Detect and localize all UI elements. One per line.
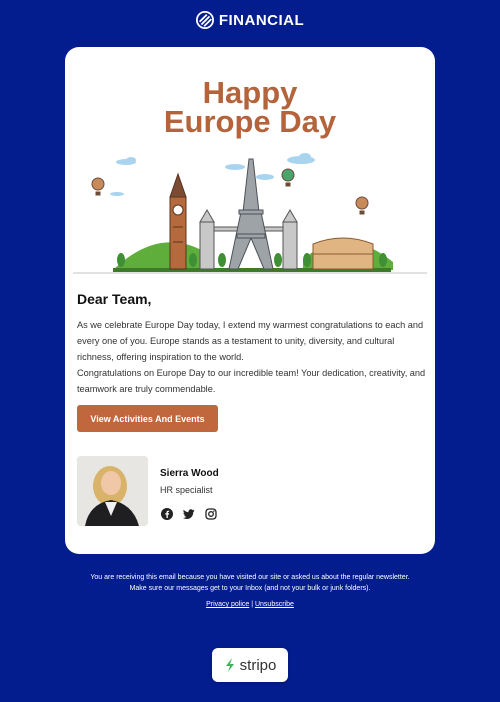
europe-landmarks-illustration bbox=[73, 152, 427, 276]
footer-notice bbox=[0, 572, 500, 594]
privacy-link[interactable]: Privacy police bbox=[206, 601, 250, 608]
footer-line-1: You are receiving this email because you have visited our site or asked us about the regular newsletter. bbox=[90, 574, 410, 581]
twitter-icon[interactable] bbox=[183, 508, 195, 520]
stripo-logo-icon bbox=[224, 657, 236, 673]
stripo-label: stripo bbox=[239, 656, 277, 674]
unsubscribe-link[interactable]: Unsubscribe bbox=[254, 601, 294, 608]
hot-air-balloon-icon bbox=[92, 169, 368, 214]
view-activities-button[interactable]: View Activities And Events bbox=[77, 405, 218, 432]
facebook-icon[interactable] bbox=[161, 508, 173, 520]
hero-title-line2: Europe Day bbox=[163, 104, 337, 139]
hero-title-line1: Happy bbox=[202, 75, 298, 110]
email-card bbox=[65, 47, 435, 554]
body-paragraph-1: As we celebrate Europe Day today, I extend my warmest congratulations to each and every one of you. Europe stands as a testament to unity, diversity, and cultural richness, offering inspiration to the world. bbox=[77, 320, 424, 362]
footer-separator: | bbox=[249, 601, 255, 608]
big-ben-icon bbox=[170, 174, 186, 269]
logo-text: FINANCIAL bbox=[218, 11, 305, 29]
avatar-photo-icon bbox=[77, 456, 148, 526]
hero-title bbox=[65, 75, 435, 139]
brand-logo[interactable] bbox=[0, 11, 500, 29]
avatar bbox=[77, 456, 148, 526]
social-links bbox=[161, 508, 217, 520]
stripo-badge[interactable] bbox=[212, 648, 288, 682]
instagram-icon[interactable] bbox=[205, 508, 217, 520]
body-paragraph-2: Congratulations on Europe Day to our incredible team! Your dedication, creativity, and teamwork are truly commendable. bbox=[77, 368, 426, 394]
logo-mark-icon bbox=[196, 11, 214, 29]
signature-name: Sierra Wood bbox=[160, 468, 219, 479]
footer-links bbox=[0, 601, 500, 608]
footer-line-2: Make sure our messages get to your Inbox (and not your bulk or junk folders). bbox=[129, 585, 371, 592]
greeting: Dear Team, bbox=[77, 291, 152, 307]
colosseum-icon bbox=[313, 238, 373, 269]
signature-role: HR specialist bbox=[160, 485, 213, 495]
